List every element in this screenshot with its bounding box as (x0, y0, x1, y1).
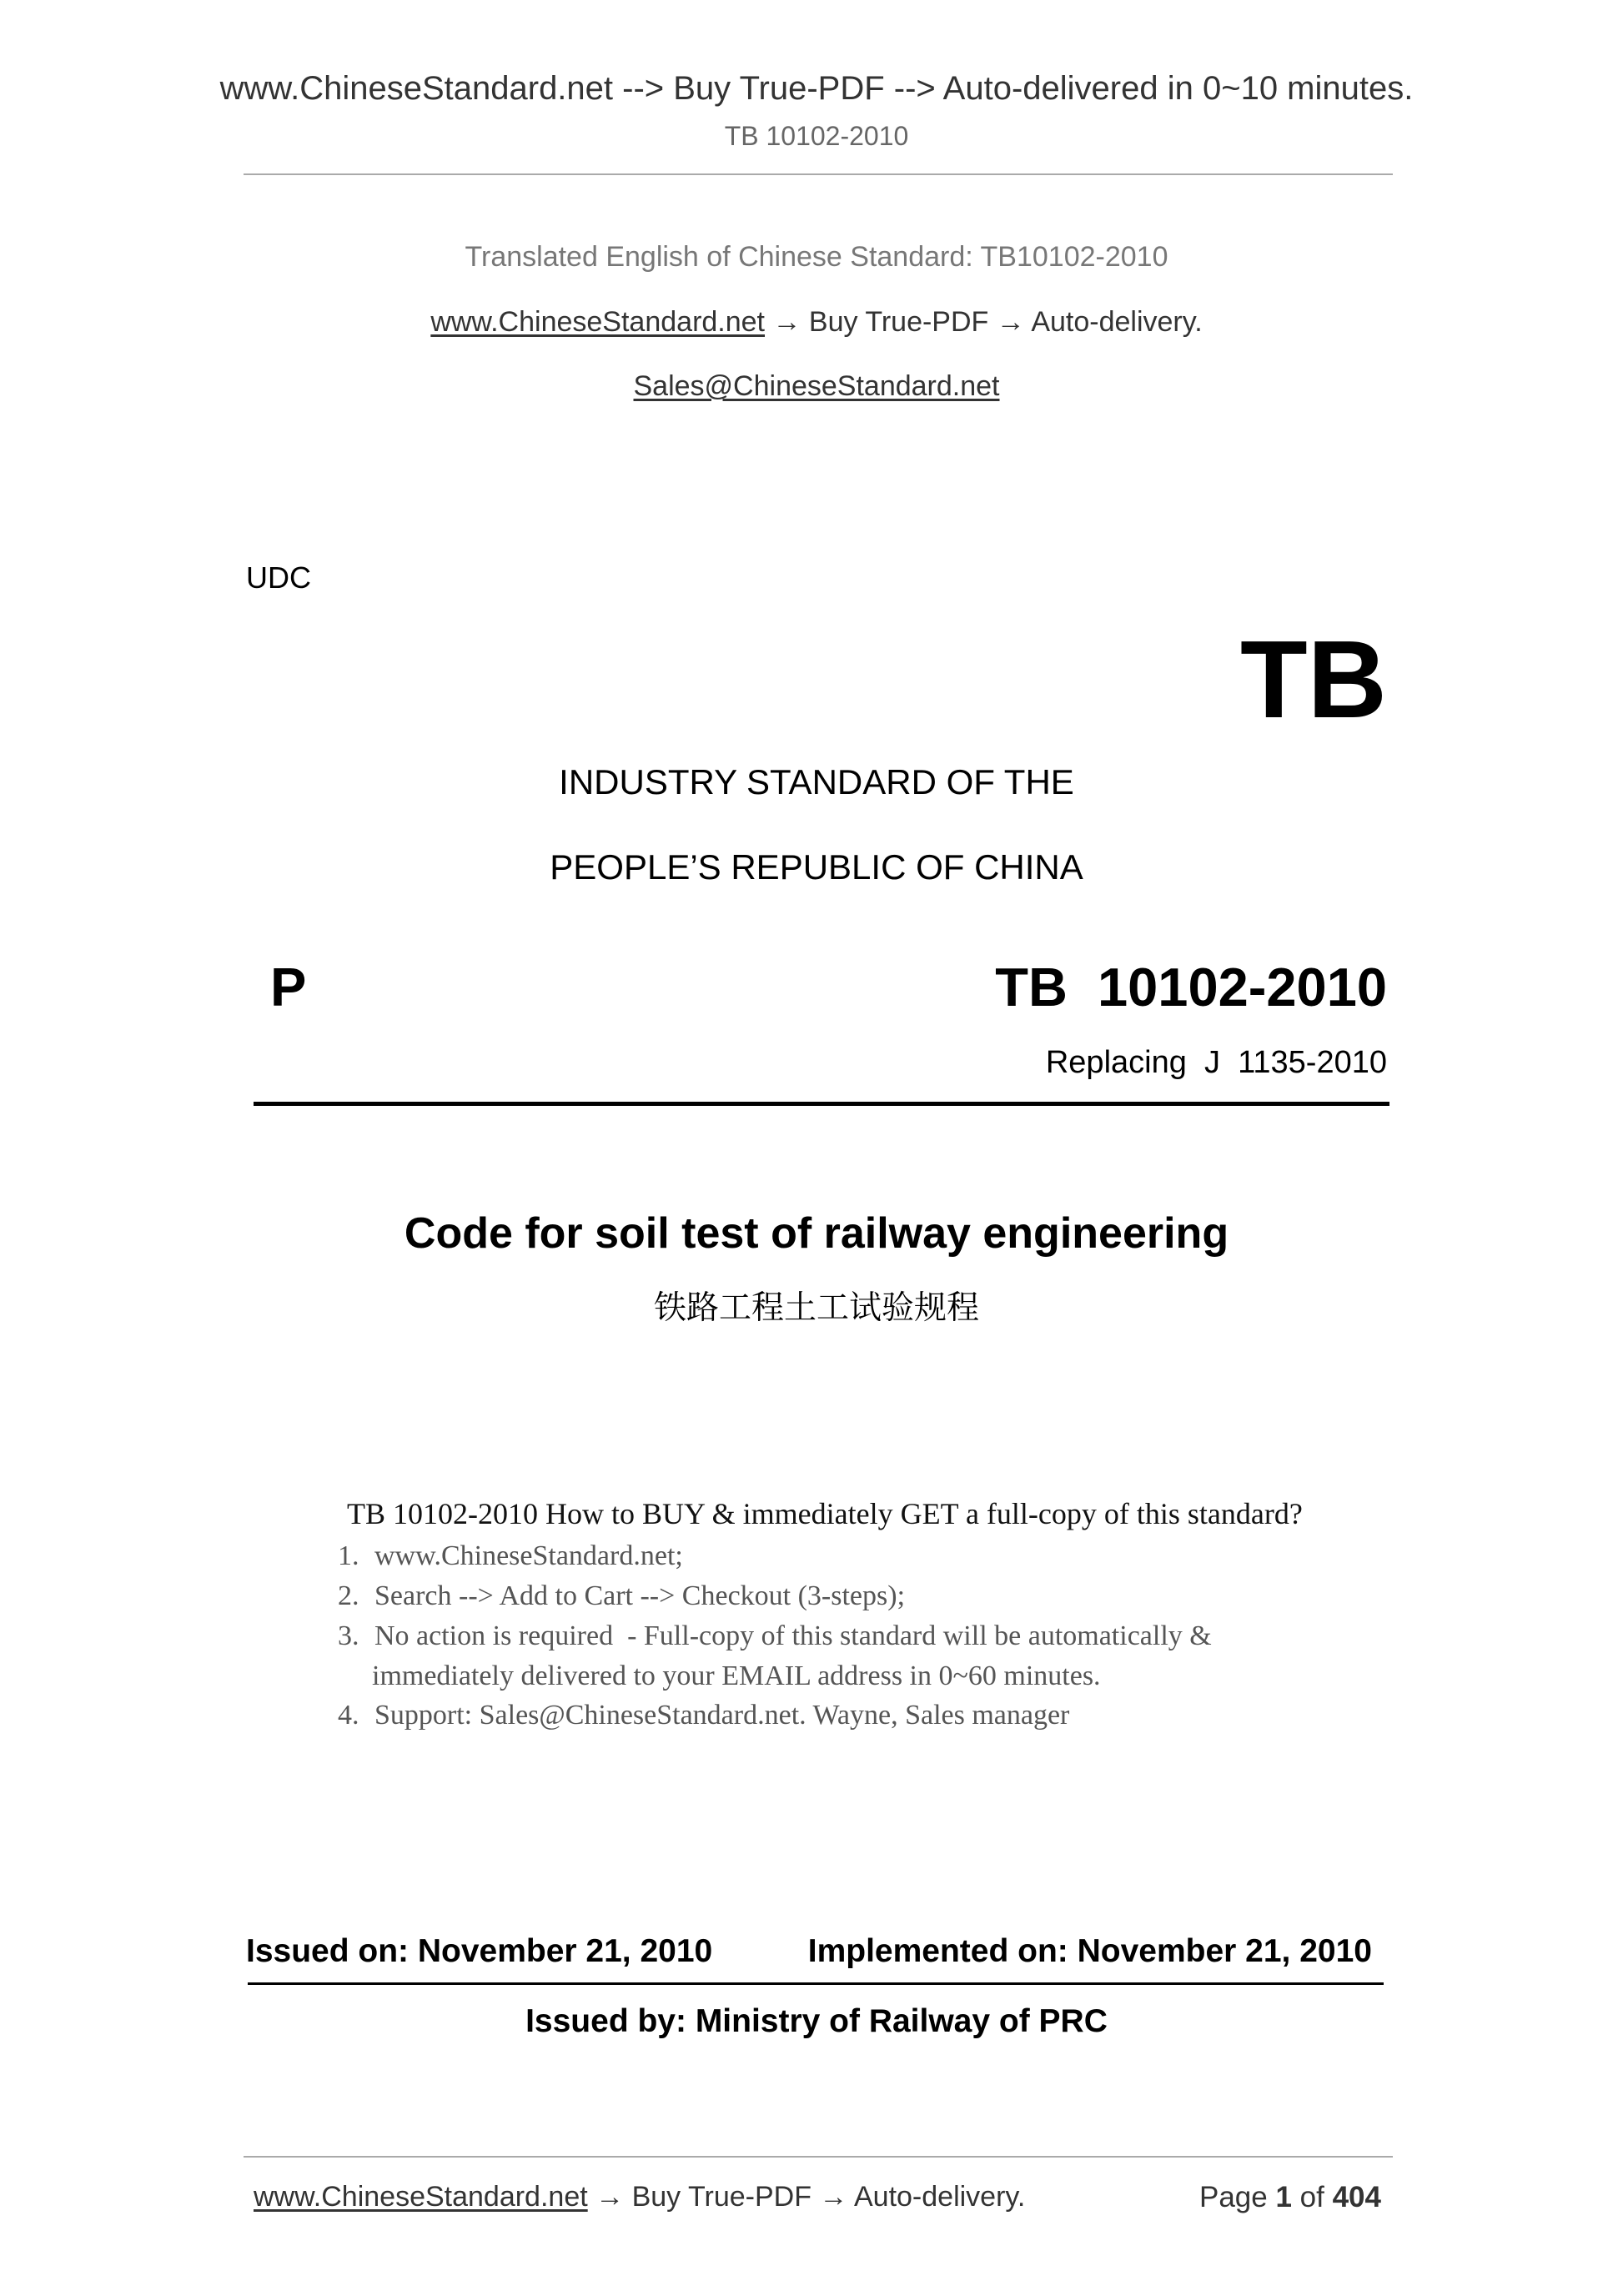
email-line (10, 372, 1623, 400)
purchase-heading: TB 10102-2010 How to BUY & immediately GET a full-copy of this standard? (347, 1497, 1303, 1530)
issued-on: Issued on: November 21, 2010 (246, 1933, 713, 1969)
step-text: Support: Sales@ChineseStandard.net. Wayne, Sales manager (374, 1700, 1070, 1731)
footer-link-text: → Buy True-PDF → Auto-delivery. (587, 2181, 1026, 2213)
step-text: No action is required - Full-copy of this standard will be automatically & (374, 1620, 1212, 1651)
footer-site-link[interactable]: www.ChineseStandard.net (254, 2181, 588, 2213)
replacing-note: Replacing J 1135-2010 (1045, 1045, 1387, 1080)
page-current: 1 (1275, 2181, 1292, 2213)
udc-label: UDC (246, 560, 311, 595)
heading-line-2: PEOPLE’S REPUBLIC OF CHINA (550, 847, 1083, 887)
step-number: 2. (338, 1580, 359, 1611)
site-link[interactable]: www.ChineseStandard.net (430, 306, 766, 338)
purchase-link-line (10, 308, 1623, 336)
implemented-on: Implemented on: November 21, 2010 (807, 1933, 1372, 1969)
tb-logo: TB (1240, 618, 1387, 741)
header-divider (244, 173, 1393, 175)
purchase-link-text: → Buy True-PDF → Auto-delivery. (765, 306, 1203, 338)
category-code: P (270, 957, 307, 1017)
page-of: of (1299, 2181, 1324, 2213)
step-number: 4. (338, 1700, 359, 1731)
title-english: Code for soil test of railway engineering (404, 1209, 1229, 1258)
standard-number: TB 10102-2010 (995, 957, 1387, 1017)
step-number: 3. (338, 1620, 359, 1651)
step-text-continued: immediately delivered to your EMAIL address in 0~60 minutes. (372, 1660, 1101, 1691)
page-indicator (1199, 2183, 1381, 2212)
heading-line-1: INDUSTRY STANDARD OF THE (559, 762, 1074, 801)
page-total: 404 (1332, 2181, 1381, 2213)
page-label: Page (1198, 2181, 1268, 2213)
step-text: www.ChineseStandard.net; (374, 1540, 683, 1571)
step-number: 1. (338, 1540, 359, 1571)
translated-note: Translated English of Chinese Standard: TB10102-2010 (465, 241, 1168, 273)
issue-divider (248, 1982, 1384, 1985)
footer-link-line (254, 2183, 1025, 2211)
title-chinese: 铁路工程土工试验规程 (653, 1289, 979, 1327)
cover-divider (254, 1102, 1389, 1106)
header-banner: www.ChineseStandard.net --> Buy True-PDF --> Auto-delivered in 0~10 minutes. (219, 70, 1414, 107)
header-doc-code: TB 10102-2010 (724, 121, 909, 151)
step-text: Search --> Add to Cart --> Checkout (3-steps); (374, 1580, 906, 1611)
footer-divider (244, 2156, 1393, 2158)
issued-by: Issued by: Ministry of Railway of PRC (525, 2003, 1108, 2039)
sales-email-link[interactable]: Sales@ChineseStandard.net (633, 370, 1000, 402)
